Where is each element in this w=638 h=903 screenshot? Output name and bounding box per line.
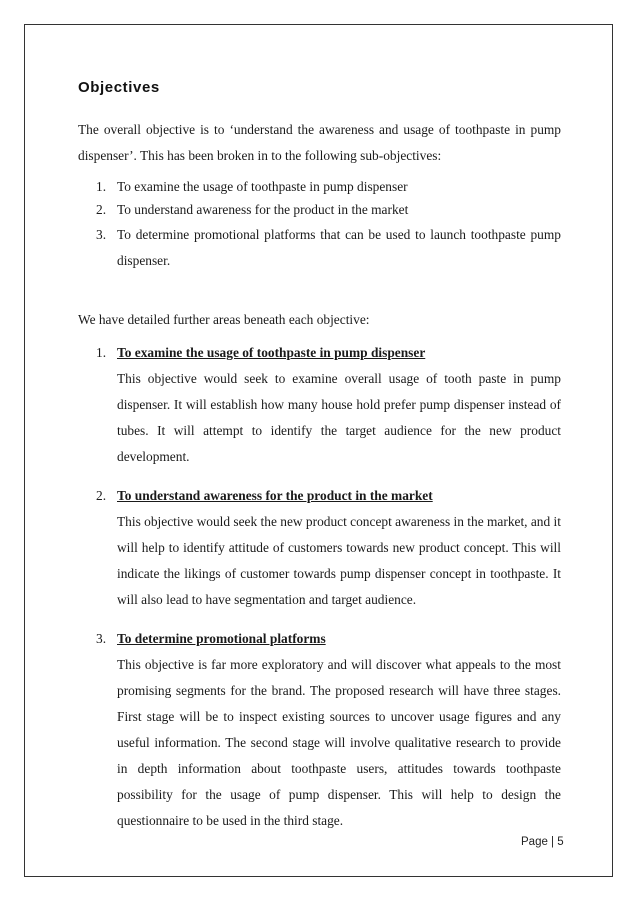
section-title: To determine promotional platforms — [117, 631, 326, 646]
list-item-text: To understand awareness for the product in the market — [117, 202, 409, 218]
objective-section-2 — [96, 483, 561, 613]
section-body: This objective is far more exploratory and will discover what appeals to the most promising segments for the brand. The proposed research will have three stages. First stage will be to inspect existing sources to uncover usage figures and any useful information. The second stage will involve qualitative research to provide in depth information about toothpaste users, attitudes towards toothpaste possibility for the usage of pump dispenser. This will help to design the questionnaire to be used in the third stage. — [117, 657, 561, 828]
objective-section-3 — [96, 626, 561, 834]
list-item — [78, 175, 561, 198]
section-body: This objective would seek the new product concept awareness in the market, and it will help to identify attitude of customers towards new product concept. This will indicate the likings of customer towards pump dispenser concept in toothpaste. It will also lead to have segmentation and target audience. — [117, 514, 561, 607]
list-item-text: To examine the usage of toothpaste in pump dispenser — [117, 179, 408, 194]
further-intro-paragraph: We have detailed further areas beneath each objective: — [78, 312, 370, 327]
list-number: 3. — [96, 226, 107, 242]
section-number: 1. — [96, 345, 107, 360]
list-item-text: To determine promotional platforms that can be used to launch toothpaste pump dispenser. — [117, 226, 561, 268]
objective-section-1 — [96, 340, 561, 470]
section-number: 2. — [96, 488, 107, 503]
intro-paragraph: The overall objective is to ‘understand the awareness and usage of toothpaste in pump dispenser’. This has been broken in to the following sub-objectives: — [78, 122, 561, 163]
list-number: 2. — [96, 202, 107, 218]
section-title: To understand awareness for the product in the market — [117, 488, 433, 503]
list-number: 1. — [96, 179, 107, 194]
section-body: This objective would seek to examine overall usage of tooth paste in pump dispenser. It will establish how many house hold prefer pump dispenser instead of tubes. It will attempt to identify the target audience for the new product development. — [117, 371, 561, 464]
section-number: 3. — [96, 631, 107, 646]
section-title: To examine the usage of toothpaste in pump dispenser — [117, 345, 426, 360]
section-heading: Objectives — [78, 79, 160, 96]
page-number: Page | 5 — [521, 836, 564, 848]
list-item — [78, 222, 561, 274]
list-item — [78, 198, 561, 221]
sub-objectives-list — [78, 175, 561, 274]
